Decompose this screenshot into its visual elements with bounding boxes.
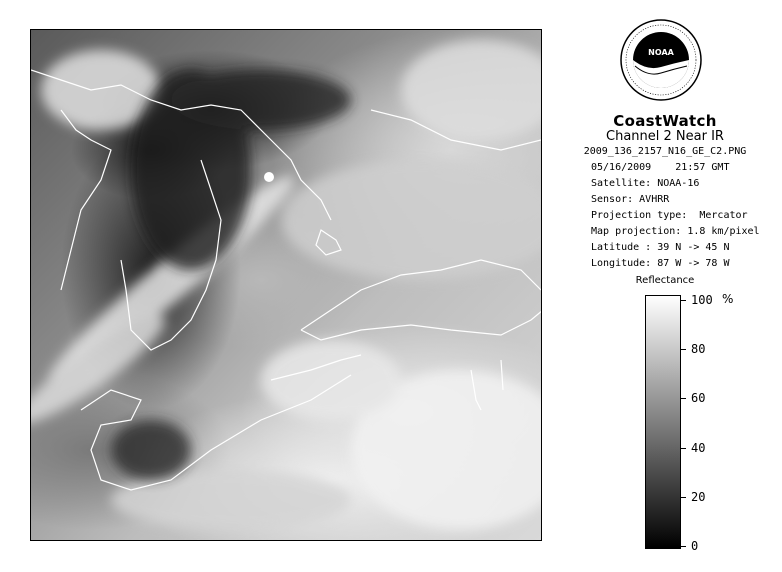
colorbar-tick [681, 448, 686, 449]
reflectance-colorbar [645, 295, 681, 549]
colorbar-tick-label: 80 [691, 342, 706, 356]
latitude-text: Latitude : 39 N -> 45 N [591, 242, 730, 253]
filename-text: 2009_136_2157_N16_GE_C2.PNG [583, 146, 747, 157]
colorbar-tick [681, 497, 686, 498]
logo-text: NOAA [648, 48, 674, 57]
noaa-seal-icon [620, 19, 702, 101]
sensor-text: Sensor: AVHRR [591, 194, 670, 205]
projection-type-text: Projection type: Mercator [591, 210, 748, 221]
colorbar-tick [681, 546, 686, 547]
datetime-text: 05/16/2009 21:57 GMT [591, 162, 730, 173]
channel-title: Channel 2 Near IR [606, 129, 724, 144]
colorbar-tick [681, 300, 686, 301]
scale-unit: % [722, 292, 734, 306]
coastline-overlay [31, 30, 542, 541]
colorbar-tick-label: 40 [691, 441, 706, 455]
scale-label: Reflectance [635, 275, 695, 286]
brand-title: CoastWatch [613, 112, 717, 130]
colorbar-tick [681, 398, 686, 399]
map-projection-text: Map projection: 1.8 km/pixel [591, 226, 760, 237]
colorbar-tick-label: 60 [691, 391, 706, 405]
colorbar-tick-label: 100 [691, 293, 713, 307]
colorbar-tick-label: 0 [691, 539, 699, 553]
satellite-text: Satellite: NOAA-16 [591, 178, 700, 189]
satellite-image [30, 29, 542, 541]
colorbar-tick-label: 20 [691, 490, 706, 504]
longitude-text: Longitude: 87 W -> 78 W [591, 258, 730, 269]
colorbar-tick [681, 349, 686, 350]
